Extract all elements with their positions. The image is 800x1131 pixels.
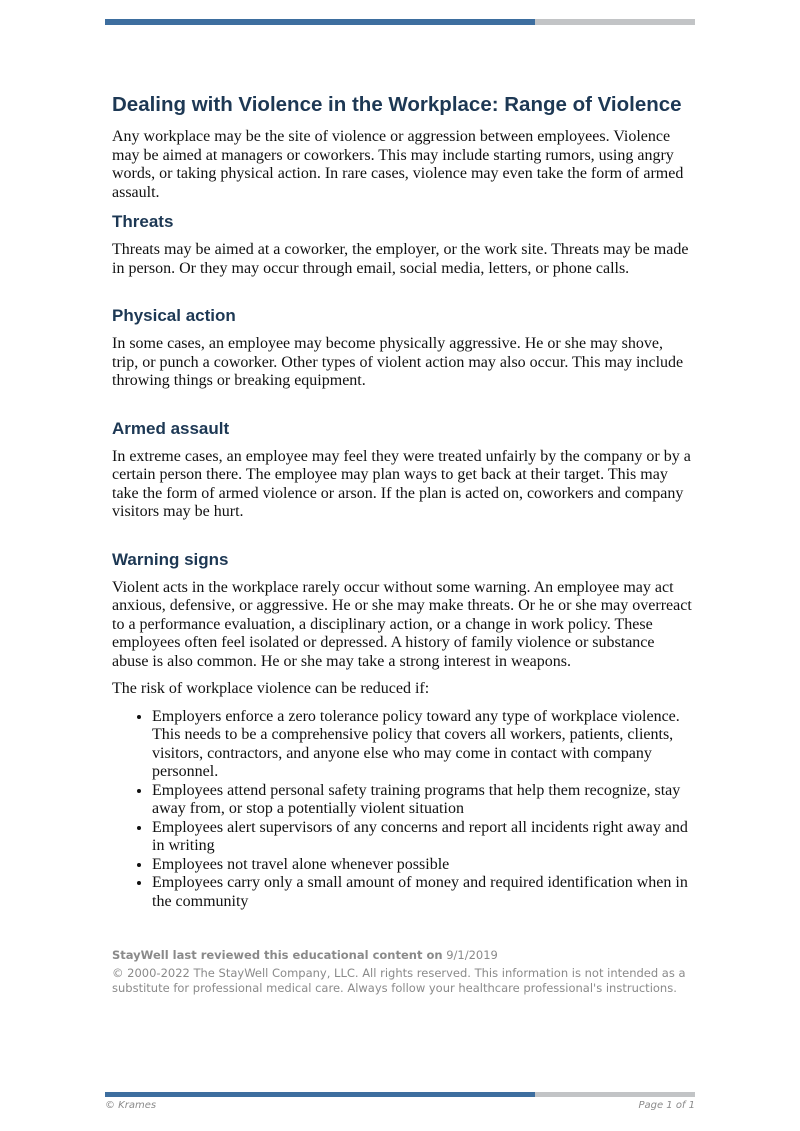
section-body-physical-action: In some cases, an employee may become physically aggressive. He or she may shove, trip, or punch a coworker. Other types of violent action may also occur. This may include throwing things or breaking equipment.: [112, 335, 684, 389]
bottom-accent-bar: [105, 1092, 695, 1097]
footer-brand: © Krames: [105, 1100, 157, 1111]
review-date: 9/1/2019: [446, 948, 498, 962]
section-heading-physical-action: Physical action: [112, 306, 236, 325]
section-heading-threats: Threats: [112, 212, 174, 231]
list-item: • Employees alert supervisors of any concerns and report all incidents right away and in writing: [152, 819, 692, 856]
page-title: Dealing with Violence in the Workplace: Range of Violence: [112, 93, 682, 116]
review-label: StayWell last reviewed this educational content on: [112, 948, 443, 962]
section-heading-armed-assault: Armed assault: [112, 418, 230, 438]
section-body-warning-signs: Violent acts in the workplace rarely occur without some warning. An employee may act anxious, defensive, or aggressive. He or she may make threats. Or he or she may overreact to a performance evaluation, a disciplinary action, or a change in work policy. These employees often feel isolated or depressed. A history of family violence or substance abuse is also common. He or she may take a strong interest in weapons.: [112, 578, 692, 670]
top-accent-bar: [105, 19, 695, 25]
list-item: • Employees not travel alone whenever possible: [152, 856, 692, 875]
intro-paragraph: Any workplace may be the site of violence or aggression between employees. Violence may be aimed at managers or coworkers. This may include starting rumors, using angry words, or taking physical action. In rare cases, violence may even take the form of armed assault.: [112, 128, 684, 201]
risk-list: [112, 708, 692, 912]
page-number: Page 1 of 1: [638, 1100, 695, 1111]
list-item: • Employees carry only a small amount of money and required identification when in the community: [152, 874, 692, 911]
risk-intro: The risk of workplace violence can be reduced if:: [112, 680, 430, 697]
list-item: • Employees attend personal safety training programs that help them recognize, stay away from, or stop a potentially violent situation: [152, 782, 692, 819]
bottom-accent-bar-gray: [535, 1092, 695, 1097]
article: [112, 92, 692, 911]
section-body-armed-assault: In extreme cases, an employee may feel they were treated unfairly by the company or by a certain person there. The employee may plan ways to get back at their target. This may take the form of armed violence or arson. If the plan is acted on, coworkers and company visitors may be hurt.: [112, 447, 691, 520]
section-body-threats: Threats may be aimed at a coworker, the employer, or the work site. Threats may be made in person. Or they may occur through email, social media, letters, or phone calls.: [112, 241, 689, 277]
list-item: • Employers enforce a zero tolerance policy toward any type of workplace violence. This needs to be a comprehensive policy that covers all workers, patients, clients, visitors, contractors, and anyone else who may come in contact with company personnel.: [152, 708, 692, 782]
bottom-accent-bar-blue: [105, 1092, 535, 1097]
top-accent-bar-gray: [535, 19, 695, 25]
top-accent-bar-blue: [105, 19, 535, 25]
section-heading-warning-signs: Warning signs: [112, 549, 229, 569]
copyright-notice: © 2000-2022 The StayWell Company, LLC. All rights reserved. This information is not intended as a substitute for professional medical care. Always follow your healthcare professional's instructions.: [112, 966, 686, 995]
review-note: [112, 948, 498, 963]
